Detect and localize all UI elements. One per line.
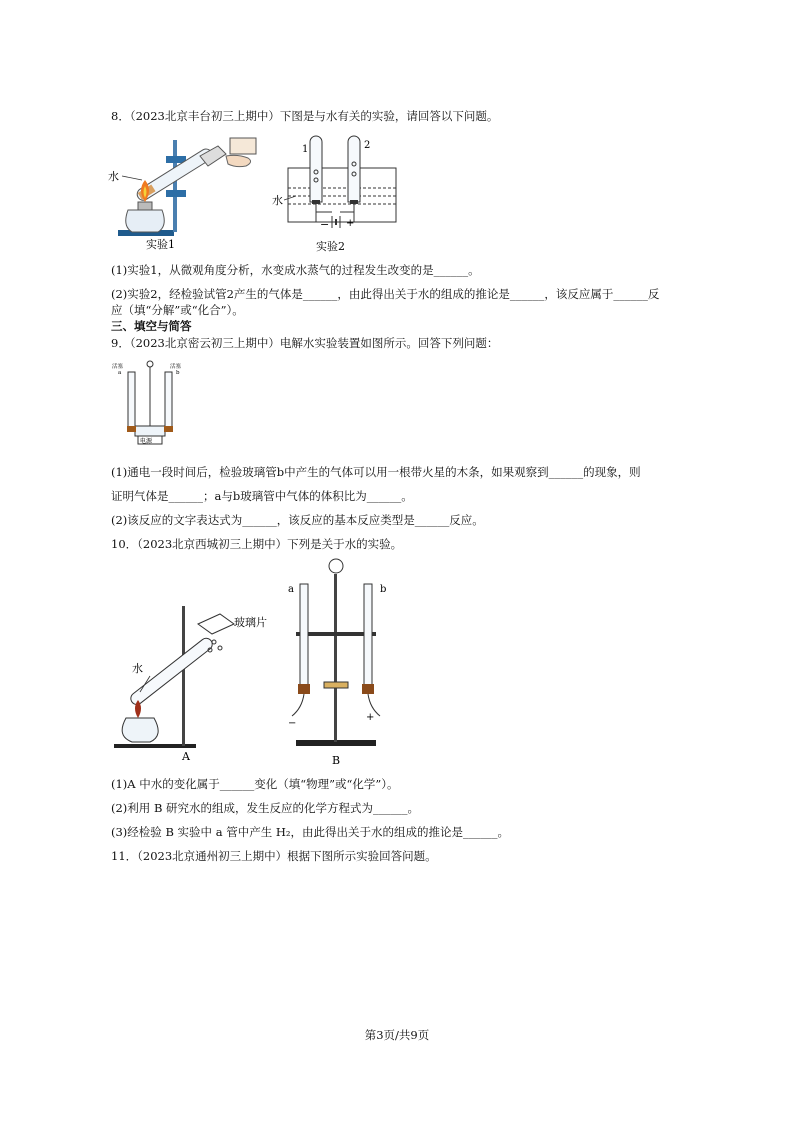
exp1-water-label: 水 [108, 170, 119, 183]
figure-A [110, 600, 270, 760]
power-label: 电源 [140, 438, 153, 445]
figA-water-label: 水 [132, 662, 143, 675]
exp2-minus: − [320, 218, 330, 231]
q8-subq2-line2: 应（填“分解”或“化合”）。 [111, 303, 244, 317]
figB-caption: B [332, 754, 341, 767]
figure-B [284, 558, 394, 768]
exp1-caption: 实验1 [146, 238, 175, 250]
left-cock-label: 活塞 [112, 364, 124, 370]
q9-subq2: (2)该反应的文字表达式为______，该反应的基本反应类型是______反应。 [111, 513, 484, 527]
exp2-tube1-label: 1 [302, 144, 309, 155]
figB-plus: + [366, 712, 375, 723]
section-heading: 三、填空与简答 [111, 319, 192, 333]
figB-b-label: b [380, 584, 387, 595]
figB-a-label: a [288, 584, 294, 595]
q8-subq1: (1)实验1，从微观角度分析，水变成水蒸气的过程发生改变的是______。 [111, 263, 480, 277]
exp2-plus: + [346, 218, 355, 229]
q9-subq1-line1: (1)通电一段时间后，检验玻璃管b中产生的气体可以用一根带火星的木条，如果观察到______的现象，则 [111, 465, 641, 479]
experiment2-figure [270, 134, 400, 252]
q9-stem: 9．（2023北京密云初三上期中）电解水实验装置如图所示。回答下列问题： [111, 336, 499, 350]
electrolysis-apparatus-figure [110, 358, 190, 446]
q8-subq2-line1: (2)实验2，经检验试管2产生的气体是______，由此得出关于水的组成的推论是______，该反应属于______反 [111, 287, 660, 301]
figA-glass-label: 玻璃片 [234, 616, 267, 629]
q10-subq1: (1)A 中水的变化属于______变化（填“物理”或“化学”）。 [111, 777, 399, 791]
q10-stem: 10．（2023北京西城初三上期中）下列是关于水的实验。 [111, 537, 403, 551]
experiment1-figure [108, 128, 258, 250]
tube-a-label: a [118, 370, 122, 376]
figB-minus: − [288, 718, 297, 729]
figA-caption: A [182, 750, 190, 760]
q10-subq2: (2)利用 B 研究水的组成，发生反应的化学方程式为______。 [111, 801, 420, 815]
q9-subq1-line2: 证明气体是______；a与b玻璃管中气体的体积比为______。 [111, 489, 413, 503]
right-cock-label: 活塞 [170, 364, 182, 370]
page-footer: 第3页/共9页 [364, 1028, 430, 1042]
tube-b-label: b [176, 370, 180, 376]
exp2-tube2-label: 2 [364, 140, 371, 151]
exp2-caption: 实验2 [316, 240, 345, 252]
q10-subq3: (3)经检验 B 实验中 a 管中产生 H₂，由此得出关于水的组成的推论是______。 [111, 825, 510, 839]
q8-stem: 8．（2023北京丰台初三上期中）下图是与水有关的实验，请回答以下问题。 [111, 109, 499, 123]
exp2-water-label: 水 [272, 194, 283, 207]
q11-stem: 11．（2023北京通州初三上期中）根据下图所示实验回答问题。 [111, 849, 437, 863]
